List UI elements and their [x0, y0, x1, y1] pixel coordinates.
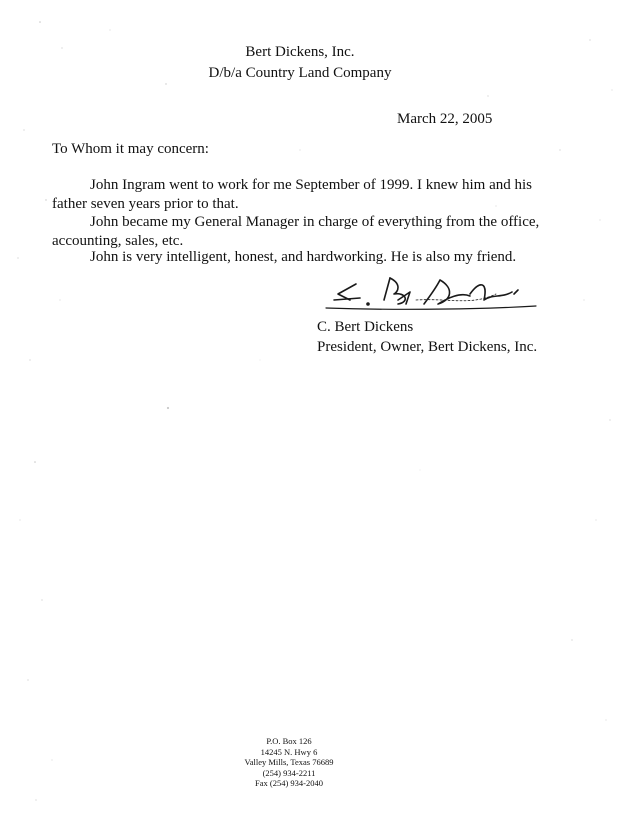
- signer-title: President, Owner, Bert Dickens, Inc.: [317, 339, 538, 355]
- footer-line: (254) 934-2211: [262, 767, 316, 778]
- letterhead: [200, 42, 400, 84]
- signer-name: C. Bert Dickens: [317, 319, 414, 335]
- company-dba: D/b/a Country Land Company: [208, 65, 392, 81]
- greeting: To Whom it may concern:: [52, 141, 209, 157]
- paragraph-2-text: John became my General Manager in charge of everything from the office, accounting, sales, etc.: [52, 214, 540, 249]
- paragraph-3: [52, 248, 552, 267]
- footer-line: Valley Mills, Texas 76689: [244, 757, 334, 768]
- paragraph-2: [52, 213, 552, 251]
- paragraph-1: [52, 176, 552, 214]
- handwritten-signature: [320, 270, 542, 320]
- footer-line: Fax (254) 934-2040: [255, 778, 323, 789]
- footer-address: [219, 736, 359, 789]
- paragraph-3-text: John is very intelligent, honest, and hardworking. He is also my friend.: [90, 249, 517, 265]
- letter-date: March 22, 2005: [397, 111, 493, 127]
- footer-line: P.O. Box 126: [266, 736, 312, 746]
- company-name: Bert Dickens, Inc.: [245, 44, 355, 60]
- signature-block: [317, 317, 537, 357]
- paragraph-1-text: John Ingram went to work for me September of 1999. I knew him and his father seven years prior to that.: [52, 177, 532, 212]
- footer-line: 14245 N. Hwy 6: [260, 746, 318, 757]
